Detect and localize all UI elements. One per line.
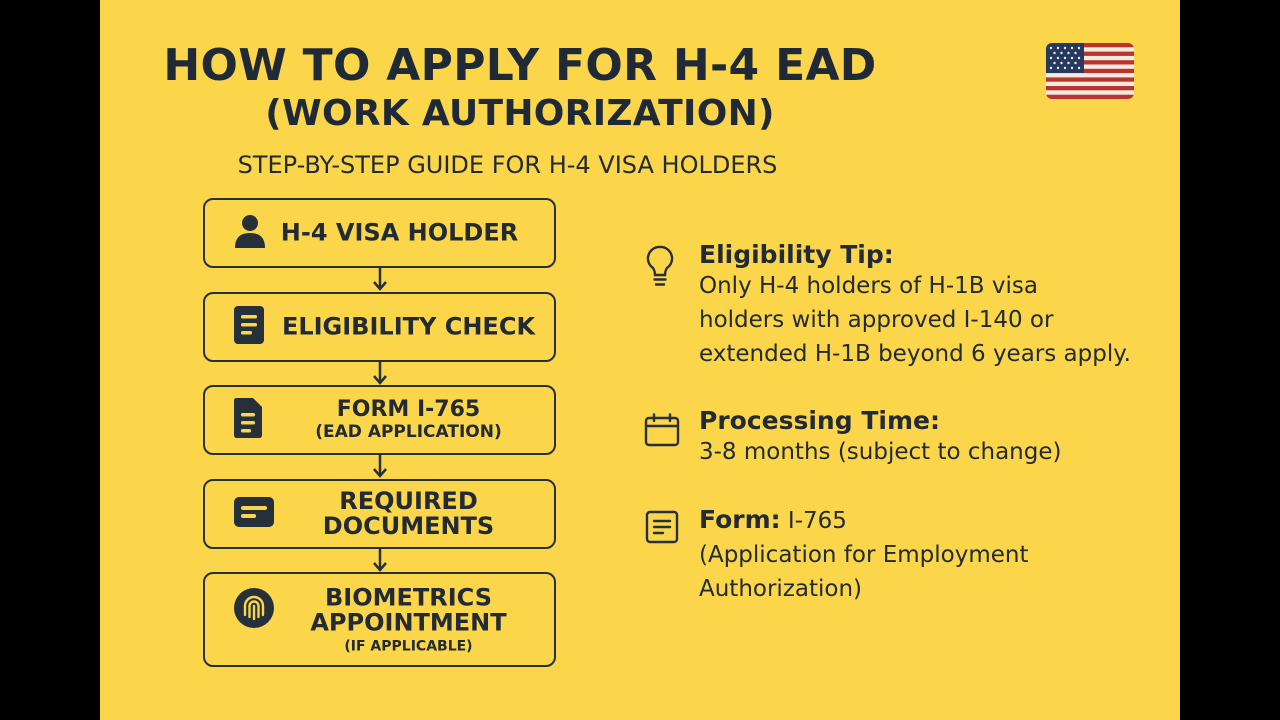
eligibility-tip-title: Eligibility Tip: <box>699 240 894 269</box>
processing-time-text: 3-8 months (subject to change) <box>699 439 1062 465</box>
form-info-text: Authorization) <box>699 576 863 602</box>
page-title-line2: (WORK AUTHORIZATION) <box>265 93 775 134</box>
eligibility-tip-text: holders with approved I-140 or <box>699 307 1054 333</box>
form-info-number: I-765 <box>780 508 847 534</box>
document-icon <box>233 305 265 349</box>
flow-step-label: H-4 VISA HOLDER <box>280 218 519 247</box>
flow-step-h4-visa-holder <box>203 198 556 268</box>
us-flag-icon <box>1046 43 1134 99</box>
form-info-text: (Application for Employment <box>699 542 1029 568</box>
infographic <box>100 0 1180 720</box>
flow-step-label: DOCUMENTS <box>322 512 495 540</box>
lightbulb-icon <box>645 244 675 292</box>
page-subtitle: STEP-BY-STEP GUIDE FOR H-4 VISA HOLDERS <box>237 151 778 179</box>
flow-step-label: APPOINTMENT <box>310 608 507 637</box>
eligibility-tip <box>699 240 1131 371</box>
eligibility-tip-text: extended H-1B beyond 6 years apply. <box>699 341 1131 367</box>
flow-step-biometrics-appointment <box>203 572 556 667</box>
eligibility-tip-text: Only H-4 holders of H-1B visa <box>699 273 1038 299</box>
flow-step-eligibility-check <box>203 292 556 362</box>
flow-step-label: ELIGIBILITY CHECK <box>281 312 536 341</box>
flow-step-required-documents <box>203 479 556 549</box>
flow-step-label: BIOMETRICS <box>324 582 493 611</box>
processing-time-title: Processing Time: <box>699 406 940 435</box>
flow-step-form-i765 <box>203 385 556 455</box>
flow-step-label: REQUIRED <box>339 486 478 515</box>
form-lines-icon <box>645 510 679 548</box>
form-info <box>699 504 1029 606</box>
page-title: HOW TO APPLY FOR H-4 EAD <box>163 40 877 91</box>
processing-time <box>699 406 1062 469</box>
calendar-icon <box>644 413 680 451</box>
flow-step-sublabel: (IF APPLICABLE) <box>344 638 473 655</box>
flow-step-label: FORM I-765 <box>336 397 481 423</box>
form-info-title: Form: <box>699 505 781 534</box>
form-icon <box>233 397 263 443</box>
flow-step-sublabel: (EAD APPLICATION) <box>315 422 502 443</box>
